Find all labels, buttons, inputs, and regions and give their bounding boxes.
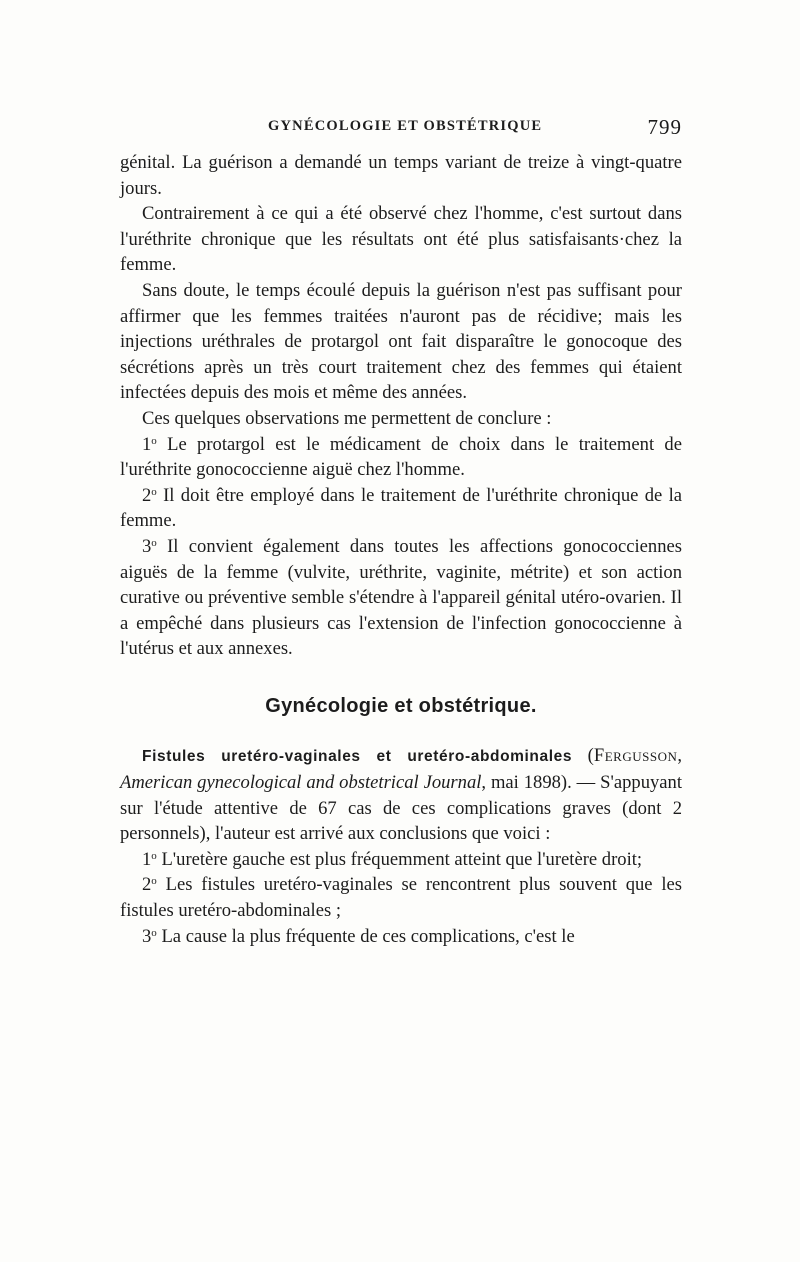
ordinal-marker: o: [151, 536, 157, 549]
page-header: [120, 115, 682, 146]
item-text: L'uretère gauche est plus fréquemment atteint que l'uretère droit;: [156, 848, 643, 870]
article-body: , mai 1898). — S'appuyant sur l'étude attentive de 67 cas de ces complications graves (dont 2 personnels), l'auteur est arrivé aux conclusions que voici :: [120, 772, 682, 845]
item-number: 2: [142, 874, 152, 896]
item-number: 1: [142, 433, 152, 455]
page-body: [120, 150, 682, 949]
ordinal-marker: o: [151, 875, 157, 888]
conclusion-item: [120, 924, 682, 950]
item-text: La cause la plus fréquente de ces complications, c'est le: [156, 925, 575, 947]
paragraph: Sans doute, le temps écoulé depuis la guérison n'est pas suffisant pour affirmer que les femmes traitées n'auront pas de récidive; mais les injections uréthrales de protargol ont fait disparaître le gonocoque des sécrétions après un très court traitement chez des femmes qui étaient infectées depuis des mois et même des années.: [120, 279, 682, 404]
article-author: Fergusson: [593, 745, 678, 767]
conclusion-item: [120, 872, 682, 923]
conclusion-item: [120, 534, 682, 662]
item-text: Il doit être employé dans le traitement de l'uréthrite chronique de la femme.: [120, 484, 682, 532]
item-number: 3: [142, 535, 152, 557]
section-title: Gynécologie et obstétrique.: [265, 694, 537, 717]
journal-title: American gynecological and obstetrical Journal: [120, 772, 482, 794]
item-text: Les fistules uretéro-vaginales se rencontrent plus souvent que les fistules uretéro-abdominales ;: [120, 874, 682, 922]
conclusion-item: [120, 483, 682, 534]
item-number: 1: [142, 848, 152, 870]
item-number: 2: [142, 484, 152, 506]
author-separator: ,: [677, 745, 683, 767]
article-title: Fistules uretéro-vaginales et uretéro-abdominales: [142, 748, 573, 766]
paragraph: Ces quelques observations me permettent de conclure :: [142, 407, 552, 429]
item-text: Il convient également dans toutes les affections gonococciennes aiguës de la femme (vulvite, uréthrite, vaginite, métrite) et son action curative ou préventive semble s'étendre à l'appareil génital utéro-ovarien. Il a empêché dans plusieurs cas l'extension de l'infection gonococcienne à l'utérus et aux annexes.: [120, 535, 682, 660]
ordinal-marker: o: [151, 485, 157, 498]
page-number: 799: [647, 115, 682, 139]
ordinal-marker: o: [151, 849, 157, 862]
item-text: Le protargol est le médicament de choix dans le traitement de l'uréthrite gonococcienne aiguë chez l'homme.: [120, 433, 682, 481]
article-paragraph: [120, 743, 682, 846]
conclusion-item: [120, 847, 682, 873]
paragraph-continuation: génital. La guérison a demandé un temps variant de treize à vingt-quatre jours.: [120, 152, 682, 199]
ordinal-marker: o: [151, 434, 157, 447]
running-head: GYNÉCOLOGIE ET OBSTÉTRIQUE: [268, 118, 543, 134]
item-number: 3: [142, 925, 152, 947]
ordinal-marker: o: [151, 926, 157, 939]
conclusion-item: [120, 432, 682, 483]
paragraph: Contrairement à ce qui a été observé chez l'homme, c'est surtout dans l'uréthrite chronique que les résultats ont été plus satisfaisants·chez la femme.: [120, 203, 682, 276]
author-open: (: [572, 745, 594, 767]
